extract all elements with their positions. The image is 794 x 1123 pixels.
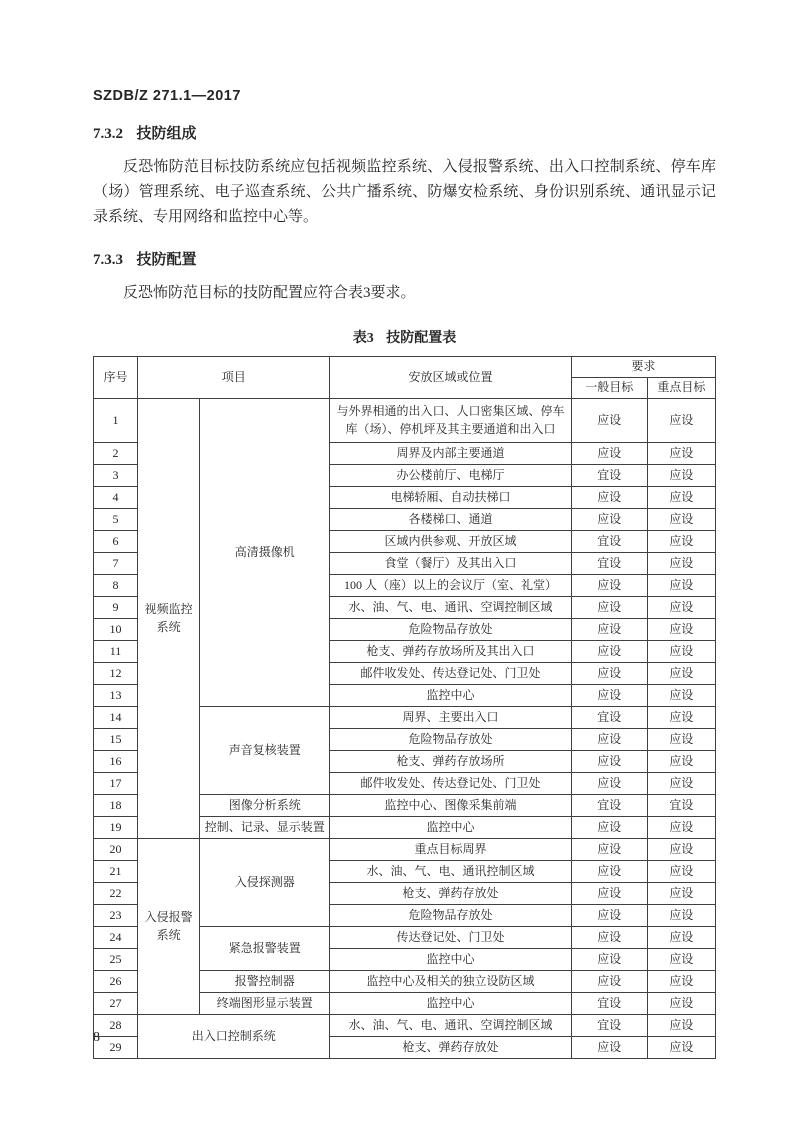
section-number: 7.3.2 bbox=[93, 126, 123, 142]
cell-location: 邮件收发处、传达登记处、门卫处 bbox=[330, 773, 571, 795]
cell-location: 周界、主要出入口 bbox=[330, 707, 571, 729]
cell-general: 应设 bbox=[571, 839, 647, 861]
cell-key: 宜设 bbox=[647, 795, 715, 817]
cell-device: 图像分析系统 bbox=[200, 795, 330, 817]
table-title-text: 技防配置表 bbox=[386, 331, 457, 346]
table-title bbox=[93, 327, 716, 347]
cell-general: 应设 bbox=[571, 641, 647, 663]
cell-key: 应设 bbox=[647, 1037, 715, 1059]
cell-device: 控制、记录、显示装置 bbox=[200, 817, 330, 839]
cell-no: 22 bbox=[94, 883, 138, 905]
cell-device: 终端图形显示装置 bbox=[200, 993, 330, 1015]
col-header-project: 项目 bbox=[138, 357, 330, 399]
section-heading-732 bbox=[93, 122, 716, 143]
cell-location: 电梯轿厢、自动扶梯口 bbox=[330, 487, 571, 509]
cell-key: 应设 bbox=[647, 619, 715, 641]
cell-no: 19 bbox=[94, 817, 138, 839]
cell-key: 应设 bbox=[647, 883, 715, 905]
page-number: 8 bbox=[93, 1030, 100, 1045]
cell-location: 监控中心 bbox=[330, 817, 571, 839]
cell-device: 声音复核装置 bbox=[200, 707, 330, 795]
cell-no: 25 bbox=[94, 949, 138, 971]
cell-key: 应设 bbox=[647, 509, 715, 531]
cell-general: 应设 bbox=[571, 597, 647, 619]
section-heading-733 bbox=[93, 248, 716, 269]
cell-key: 应设 bbox=[647, 663, 715, 685]
cell-device: 报警控制器 bbox=[200, 971, 330, 993]
cell-general: 应设 bbox=[571, 443, 647, 465]
col-header-no: 序号 bbox=[94, 357, 138, 399]
cell-general: 应设 bbox=[571, 883, 647, 905]
cell-no: 12 bbox=[94, 663, 138, 685]
table-row bbox=[94, 839, 716, 861]
body-paragraph-732: 反恐怖防范目标技防系统应包括视频监控系统、入侵报警系统、出入口控制系统、停车库（场）管理系统、电子巡查系统、公共广播系统、防爆安检系统、身份识别系统、通讯显示记录系统、专用网络和监控中心等。 bbox=[93, 159, 716, 225]
cell-location: 枪支、弹药存放处 bbox=[330, 1037, 571, 1059]
cell-group-intrusion: 入侵报警系统 bbox=[138, 839, 200, 1015]
cell-location: 邮件收发处、传达登记处、门卫处 bbox=[330, 663, 571, 685]
cell-device: 高清摄像机 bbox=[200, 399, 330, 707]
cell-location: 水、油、气、电、通讯控制区域 bbox=[330, 861, 571, 883]
cell-location: 各楼梯口、通道 bbox=[330, 509, 571, 531]
table-row bbox=[94, 399, 716, 443]
cell-location: 区域内供参观、开放区域 bbox=[330, 531, 571, 553]
cell-general: 应设 bbox=[571, 773, 647, 795]
cell-key: 应设 bbox=[647, 971, 715, 993]
cell-no: 13 bbox=[94, 685, 138, 707]
cell-key: 应设 bbox=[647, 1015, 715, 1037]
cell-key: 应设 bbox=[647, 465, 715, 487]
cell-general: 应设 bbox=[571, 619, 647, 641]
cell-general: 应设 bbox=[571, 949, 647, 971]
cell-no: 27 bbox=[94, 993, 138, 1015]
cell-location: 重点目标周界 bbox=[330, 839, 571, 861]
cell-key: 应设 bbox=[647, 399, 715, 443]
cell-general: 应设 bbox=[571, 399, 647, 443]
config-table bbox=[93, 356, 716, 1059]
cell-general: 宜设 bbox=[571, 707, 647, 729]
cell-location: 监控中心及相关的独立设防区域 bbox=[330, 971, 571, 993]
cell-key: 应设 bbox=[647, 575, 715, 597]
cell-key: 应设 bbox=[647, 553, 715, 575]
cell-key: 应设 bbox=[647, 597, 715, 619]
cell-key: 应设 bbox=[647, 817, 715, 839]
cell-no: 2 bbox=[94, 443, 138, 465]
cell-key: 应设 bbox=[647, 751, 715, 773]
cell-no: 24 bbox=[94, 927, 138, 949]
col-header-location: 安放区域或位置 bbox=[330, 357, 571, 399]
cell-general: 应设 bbox=[571, 663, 647, 685]
cell-no: 6 bbox=[94, 531, 138, 553]
cell-key: 应设 bbox=[647, 487, 715, 509]
cell-no: 15 bbox=[94, 729, 138, 751]
cell-no: 3 bbox=[94, 465, 138, 487]
cell-location: 周界及内部主要通道 bbox=[330, 443, 571, 465]
cell-no: 14 bbox=[94, 707, 138, 729]
cell-no: 17 bbox=[94, 773, 138, 795]
cell-location: 水、油、气、电、通讯、空调控制区域 bbox=[330, 1015, 571, 1037]
cell-location: 传达登记处、门卫处 bbox=[330, 927, 571, 949]
cell-general: 应设 bbox=[571, 751, 647, 773]
cell-general: 宜设 bbox=[571, 1015, 647, 1037]
cell-location: 枪支、弹药存放场所及其出入口 bbox=[330, 641, 571, 663]
col-header-key: 重点目标 bbox=[647, 378, 715, 399]
cell-location: 100 人（座）以上的会议厅（室、礼堂） bbox=[330, 575, 571, 597]
cell-group-access-control: 出入口控制系统 bbox=[138, 1015, 330, 1059]
cell-no: 1 bbox=[94, 399, 138, 443]
cell-device: 入侵探测器 bbox=[200, 839, 330, 927]
cell-no: 4 bbox=[94, 487, 138, 509]
cell-general: 宜设 bbox=[571, 553, 647, 575]
cell-key: 应设 bbox=[647, 443, 715, 465]
cell-no: 21 bbox=[94, 861, 138, 883]
cell-general: 宜设 bbox=[571, 993, 647, 1015]
cell-key: 应设 bbox=[647, 685, 715, 707]
cell-no: 9 bbox=[94, 597, 138, 619]
cell-general: 应设 bbox=[571, 1037, 647, 1059]
cell-general: 宜设 bbox=[571, 795, 647, 817]
cell-location: 危险物品存放处 bbox=[330, 905, 571, 927]
cell-general: 应设 bbox=[571, 817, 647, 839]
cell-location: 枪支、弹药存放场所 bbox=[330, 751, 571, 773]
cell-location: 危险物品存放处 bbox=[330, 619, 571, 641]
cell-key: 应设 bbox=[647, 839, 715, 861]
cell-no: 16 bbox=[94, 751, 138, 773]
cell-key: 应设 bbox=[647, 729, 715, 751]
cell-no: 8 bbox=[94, 575, 138, 597]
cell-no: 11 bbox=[94, 641, 138, 663]
cell-key: 应设 bbox=[647, 993, 715, 1015]
cell-key: 应设 bbox=[647, 905, 715, 927]
cell-location: 监控中心 bbox=[330, 685, 571, 707]
cell-location: 监控中心 bbox=[330, 993, 571, 1015]
cell-general: 应设 bbox=[571, 685, 647, 707]
cell-key: 应设 bbox=[647, 861, 715, 883]
cell-general: 应设 bbox=[571, 927, 647, 949]
cell-device: 紧急报警装置 bbox=[200, 927, 330, 971]
cell-general: 应设 bbox=[571, 905, 647, 927]
cell-general: 应设 bbox=[571, 487, 647, 509]
cell-location: 枪支、弹药存放处 bbox=[330, 883, 571, 905]
section-title: 技防组成 bbox=[136, 126, 197, 142]
cell-general: 宜设 bbox=[571, 531, 647, 553]
section-number: 7.3.3 bbox=[93, 252, 123, 268]
cell-key: 应设 bbox=[647, 531, 715, 553]
cell-no: 7 bbox=[94, 553, 138, 575]
table-title-label: 表3 bbox=[352, 331, 374, 346]
cell-no: 10 bbox=[94, 619, 138, 641]
cell-general: 宜设 bbox=[571, 465, 647, 487]
table-row bbox=[94, 1015, 716, 1037]
cell-group-video: 视频监控系统 bbox=[138, 399, 200, 839]
cell-no: 29 bbox=[94, 1037, 138, 1059]
cell-location: 与外界相通的出入口、人口密集区域、停车库（场）、停机坪及其主要通道和出入口 bbox=[330, 399, 571, 443]
col-header-requirement: 要求 bbox=[571, 357, 715, 378]
table-header-row-1 bbox=[94, 357, 716, 378]
cell-general: 应设 bbox=[571, 575, 647, 597]
cell-no: 26 bbox=[94, 971, 138, 993]
cell-key: 应设 bbox=[647, 641, 715, 663]
cell-general: 应设 bbox=[571, 509, 647, 531]
col-header-general: 一般目标 bbox=[571, 378, 647, 399]
cell-no: 23 bbox=[94, 905, 138, 927]
cell-no: 18 bbox=[94, 795, 138, 817]
cell-key: 应设 bbox=[647, 927, 715, 949]
cell-general: 应设 bbox=[571, 861, 647, 883]
cell-location: 危险物品存放处 bbox=[330, 729, 571, 751]
cell-key: 应设 bbox=[647, 773, 715, 795]
cell-general: 应设 bbox=[571, 729, 647, 751]
cell-location: 监控中心、图像采集前端 bbox=[330, 795, 571, 817]
cell-location: 监控中心 bbox=[330, 949, 571, 971]
doc-number: SZDB/Z 271.1—2017 bbox=[93, 88, 241, 104]
cell-no: 20 bbox=[94, 839, 138, 861]
cell-general: 应设 bbox=[571, 971, 647, 993]
cell-no: 5 bbox=[94, 509, 138, 531]
cell-location: 食堂（餐厅）及其出入口 bbox=[330, 553, 571, 575]
cell-no: 28 bbox=[94, 1015, 138, 1037]
section-title: 技防配置 bbox=[136, 252, 197, 268]
body-paragraph-733: 反恐怖防范目标的技防配置应符合表3要求。 bbox=[123, 285, 416, 301]
cell-location: 办公楼前厅、电梯厅 bbox=[330, 465, 571, 487]
cell-key: 应设 bbox=[647, 949, 715, 971]
cell-location: 水、油、气、电、通讯、空调控制区域 bbox=[330, 597, 571, 619]
cell-key: 应设 bbox=[647, 707, 715, 729]
